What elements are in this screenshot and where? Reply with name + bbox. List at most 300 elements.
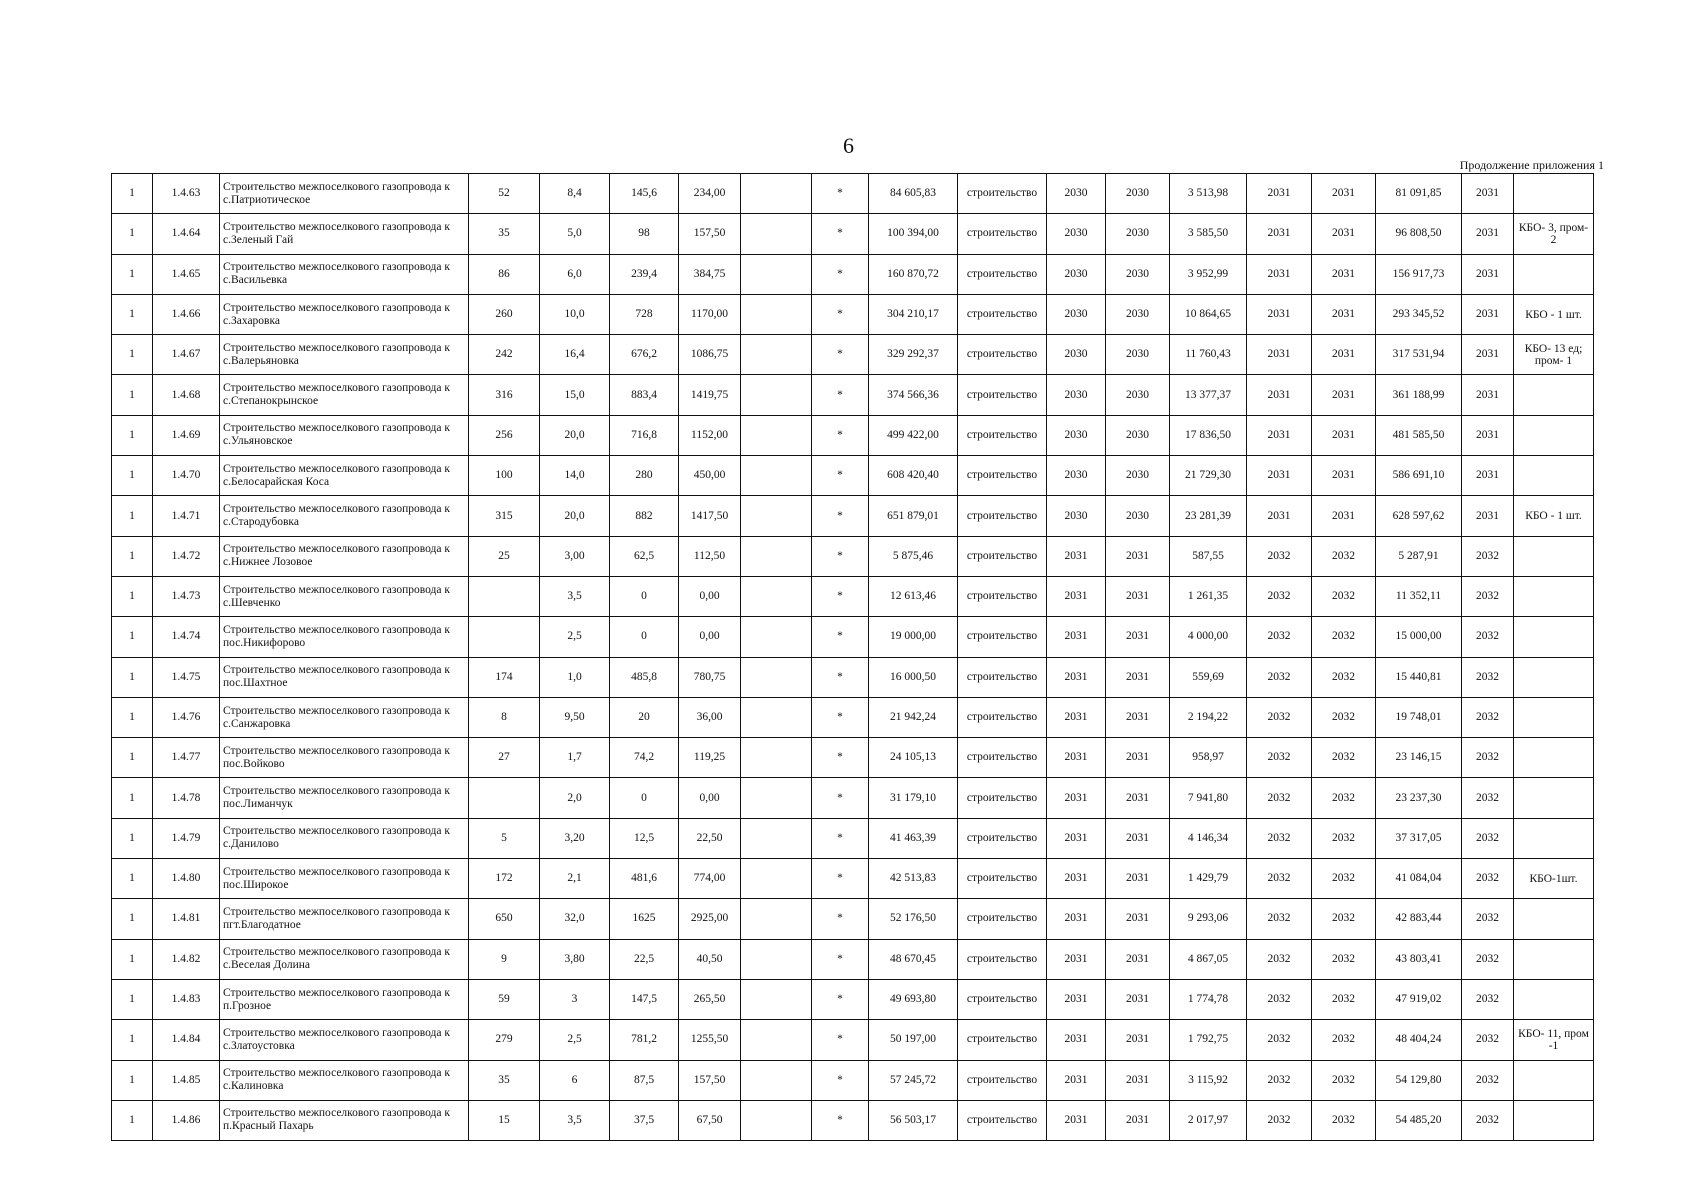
cell-work-type: строительство — [958, 254, 1047, 294]
cell-end-year-1: 2031 — [1106, 899, 1170, 939]
cell-completion-year: 2032 — [1462, 1020, 1514, 1060]
cell-note — [1514, 899, 1594, 939]
cell-value-2: 20,0 — [540, 496, 610, 536]
cell-end-year-1: 2031 — [1106, 1100, 1170, 1140]
cell-mark: * — [812, 738, 869, 778]
cell-value-3: 676,2 — [610, 335, 679, 375]
cell-value-3: 147,5 — [610, 979, 679, 1019]
cell-project-code: 1.4.75 — [153, 657, 220, 697]
cell-project-code: 1.4.78 — [153, 778, 220, 818]
cell-amount-2: 15 000,00 — [1376, 617, 1462, 657]
cell-col-index: 1 — [112, 576, 153, 616]
cell-start-year-1: 2031 — [1047, 859, 1106, 899]
cell-amount-1: 21 729,30 — [1170, 456, 1247, 496]
cell-project-name: Строительство межпоселкового газопровода к с.Стародубовка — [220, 496, 469, 536]
cell-value-2: 14,0 — [540, 456, 610, 496]
cell-amount-2: 48 404,24 — [1376, 1020, 1462, 1060]
cell-value-5 — [741, 1100, 812, 1140]
cell-value-4: 1152,00 — [679, 415, 741, 455]
cell-col-index: 1 — [112, 818, 153, 858]
cell-work-type: строительство — [958, 214, 1047, 254]
cell-project-code: 1.4.69 — [153, 415, 220, 455]
cell-project-name: Строительство межпоселкового газопровода к пос.Лиманчук — [220, 778, 469, 818]
cell-note — [1514, 738, 1594, 778]
cell-amount-1: 17 836,50 — [1170, 415, 1247, 455]
cell-completion-year: 2032 — [1462, 697, 1514, 737]
cell-total-cost: 50 197,00 — [869, 1020, 958, 1060]
cell-value-1: 35 — [469, 1060, 540, 1100]
cell-col-index: 1 — [112, 778, 153, 818]
cell-total-cost: 651 879,01 — [869, 496, 958, 536]
cell-project-name: Строительство межпоселкового газопровода к пос.Никифорово — [220, 617, 469, 657]
cell-value-1: 27 — [469, 738, 540, 778]
cell-value-3: 883,4 — [610, 375, 679, 415]
cell-value-2: 3,00 — [540, 536, 610, 576]
cell-value-3: 87,5 — [610, 1060, 679, 1100]
cell-work-type: строительство — [958, 536, 1047, 576]
cell-completion-year: 2031 — [1462, 375, 1514, 415]
cell-value-2: 1,0 — [540, 657, 610, 697]
cell-value-4: 0,00 — [679, 778, 741, 818]
cell-total-cost: 304 210,17 — [869, 294, 958, 334]
cell-value-1: 59 — [469, 979, 540, 1019]
cell-value-4: 40,50 — [679, 939, 741, 979]
cell-amount-2: 361 188,99 — [1376, 375, 1462, 415]
cell-end-year-1: 2031 — [1106, 778, 1170, 818]
cell-completion-year: 2032 — [1462, 1100, 1514, 1140]
cell-value-5 — [741, 738, 812, 778]
cell-col-index: 1 — [112, 415, 153, 455]
cell-value-3: 0 — [610, 617, 679, 657]
cell-project-code: 1.4.83 — [153, 979, 220, 1019]
cell-project-code: 1.4.73 — [153, 576, 220, 616]
cell-project-name: Строительство межпоселкового газопровода к с.Ульяновское — [220, 415, 469, 455]
cell-value-4: 0,00 — [679, 576, 741, 616]
cell-start-year-2: 2032 — [1247, 818, 1312, 858]
cell-end-year-1: 2030 — [1106, 496, 1170, 536]
cell-col-index: 1 — [112, 859, 153, 899]
table-row — [112, 214, 1594, 254]
cell-end-year-1: 2031 — [1106, 536, 1170, 576]
cell-start-year-1: 2031 — [1047, 818, 1106, 858]
cell-value-1: 256 — [469, 415, 540, 455]
cell-end-year-1: 2031 — [1106, 1020, 1170, 1060]
cell-note — [1514, 415, 1594, 455]
table-row — [112, 576, 1594, 616]
cell-end-year-2: 2031 — [1312, 254, 1376, 294]
cell-value-3: 37,5 — [610, 1100, 679, 1140]
cell-work-type: строительство — [958, 738, 1047, 778]
cell-value-4: 774,00 — [679, 859, 741, 899]
cell-total-cost: 42 513,83 — [869, 859, 958, 899]
cell-value-1: 15 — [469, 1100, 540, 1140]
cell-mark: * — [812, 778, 869, 818]
cell-completion-year: 2031 — [1462, 294, 1514, 334]
cell-col-index: 1 — [112, 254, 153, 294]
cell-amount-2: 54 129,80 — [1376, 1060, 1462, 1100]
cell-completion-year: 2032 — [1462, 859, 1514, 899]
cell-value-2: 3,5 — [540, 576, 610, 616]
cell-project-name: Строительство межпоселкового газопровода к с.Белосарайская Коса — [220, 456, 469, 496]
cell-col-index: 1 — [112, 939, 153, 979]
cell-amount-1: 3 115,92 — [1170, 1060, 1247, 1100]
cell-amount-2: 11 352,11 — [1376, 576, 1462, 616]
cell-value-4: 1086,75 — [679, 335, 741, 375]
cell-note: КБО- 13 ед; пром- 1 — [1514, 335, 1594, 375]
cell-project-name: Строительство межпоселкового газопровода к пос.Шахтное — [220, 657, 469, 697]
cell-work-type: строительство — [958, 456, 1047, 496]
cell-value-1: 52 — [469, 174, 540, 214]
cell-mark: * — [812, 375, 869, 415]
cell-start-year-2: 2031 — [1247, 214, 1312, 254]
cell-note — [1514, 1100, 1594, 1140]
cell-value-4: 1419,75 — [679, 375, 741, 415]
cell-end-year-2: 2032 — [1312, 657, 1376, 697]
cell-value-3: 0 — [610, 778, 679, 818]
table-row — [112, 496, 1594, 536]
cell-end-year-2: 2032 — [1312, 1060, 1376, 1100]
cell-completion-year: 2032 — [1462, 617, 1514, 657]
table-row — [112, 294, 1594, 334]
cell-start-year-2: 2032 — [1247, 1020, 1312, 1060]
cell-value-4: 265,50 — [679, 979, 741, 1019]
cell-completion-year: 2031 — [1462, 456, 1514, 496]
cell-value-1: 25 — [469, 536, 540, 576]
cell-col-index: 1 — [112, 1020, 153, 1060]
cell-amount-1: 587,55 — [1170, 536, 1247, 576]
cell-start-year-1: 2030 — [1047, 496, 1106, 536]
cell-start-year-1: 2031 — [1047, 1020, 1106, 1060]
cell-value-1: 242 — [469, 335, 540, 375]
cell-work-type: строительство — [958, 576, 1047, 616]
cell-value-4: 1170,00 — [679, 294, 741, 334]
cell-amount-2: 42 883,44 — [1376, 899, 1462, 939]
cell-start-year-2: 2032 — [1247, 697, 1312, 737]
cell-value-5 — [741, 697, 812, 737]
cell-start-year-1: 2031 — [1047, 617, 1106, 657]
cell-end-year-2: 2032 — [1312, 1020, 1376, 1060]
cell-amount-1: 9 293,06 — [1170, 899, 1247, 939]
cell-total-cost: 160 870,72 — [869, 254, 958, 294]
cell-col-index: 1 — [112, 617, 153, 657]
table-row — [112, 859, 1594, 899]
cell-col-index: 1 — [112, 536, 153, 576]
cell-work-type: строительство — [958, 375, 1047, 415]
cell-col-index: 1 — [112, 456, 153, 496]
cell-completion-year: 2031 — [1462, 415, 1514, 455]
cell-end-year-2: 2032 — [1312, 1100, 1376, 1140]
cell-amount-2: 54 485,20 — [1376, 1100, 1462, 1140]
cell-value-1: 260 — [469, 294, 540, 334]
cell-start-year-1: 2031 — [1047, 939, 1106, 979]
table-row — [112, 939, 1594, 979]
cell-mark: * — [812, 979, 869, 1019]
cell-start-year-2: 2032 — [1247, 536, 1312, 576]
cell-note — [1514, 818, 1594, 858]
cell-value-5 — [741, 979, 812, 1019]
cell-work-type: строительство — [958, 979, 1047, 1019]
cell-note — [1514, 536, 1594, 576]
cell-value-4: 234,00 — [679, 174, 741, 214]
cell-total-cost: 329 292,37 — [869, 335, 958, 375]
table-row — [112, 899, 1594, 939]
cell-project-name: Строительство межпоселкового газопровода к с.Шевченко — [220, 576, 469, 616]
cell-completion-year: 2032 — [1462, 979, 1514, 1019]
cell-start-year-1: 2030 — [1047, 415, 1106, 455]
cell-mark: * — [812, 335, 869, 375]
cell-value-4: 0,00 — [679, 617, 741, 657]
cell-value-2: 3,80 — [540, 939, 610, 979]
cell-start-year-2: 2032 — [1247, 738, 1312, 778]
cell-project-name: Строительство межпоселкового газопровода к с.Санжаровка — [220, 697, 469, 737]
cell-value-3: 62,5 — [610, 536, 679, 576]
cell-note — [1514, 979, 1594, 1019]
cell-project-name: Строительство межпоселкового газопровода к с.Зеленый Гай — [220, 214, 469, 254]
cell-start-year-2: 2032 — [1247, 1060, 1312, 1100]
cell-mark: * — [812, 657, 869, 697]
cell-value-2: 2,5 — [540, 1020, 610, 1060]
cell-total-cost: 499 422,00 — [869, 415, 958, 455]
cell-value-4: 157,50 — [679, 1060, 741, 1100]
cell-completion-year: 2032 — [1462, 536, 1514, 576]
cell-value-1: 9 — [469, 939, 540, 979]
cell-completion-year: 2031 — [1462, 174, 1514, 214]
cell-project-name: Строительство межпоселкового газопровода к с.Данилово — [220, 818, 469, 858]
cell-completion-year: 2031 — [1462, 214, 1514, 254]
cell-start-year-1: 2031 — [1047, 778, 1106, 818]
cell-work-type: строительство — [958, 415, 1047, 455]
cell-value-4: 22,50 — [679, 818, 741, 858]
cell-amount-2: 37 317,05 — [1376, 818, 1462, 858]
cell-total-cost: 5 875,46 — [869, 536, 958, 576]
cell-value-2: 16,4 — [540, 335, 610, 375]
cell-project-code: 1.4.67 — [153, 335, 220, 375]
table-body — [112, 174, 1594, 1141]
cell-note: КБО- 11, пром -1 — [1514, 1020, 1594, 1060]
cell-end-year-2: 2032 — [1312, 738, 1376, 778]
cell-amount-2: 19 748,01 — [1376, 697, 1462, 737]
cell-amount-1: 4 000,00 — [1170, 617, 1247, 657]
cell-amount-2: 47 919,02 — [1376, 979, 1462, 1019]
cell-value-3: 22,5 — [610, 939, 679, 979]
cell-end-year-2: 2031 — [1312, 456, 1376, 496]
cell-mark: * — [812, 697, 869, 737]
cell-value-3: 716,8 — [610, 415, 679, 455]
table-row — [112, 1060, 1594, 1100]
cell-completion-year: 2032 — [1462, 818, 1514, 858]
cell-amount-1: 3 952,99 — [1170, 254, 1247, 294]
cell-value-5 — [741, 415, 812, 455]
cell-start-year-2: 2031 — [1247, 294, 1312, 334]
cell-value-2: 3,5 — [540, 1100, 610, 1140]
cell-total-cost: 374 566,36 — [869, 375, 958, 415]
cell-total-cost: 16 000,50 — [869, 657, 958, 697]
cell-end-year-1: 2031 — [1106, 657, 1170, 697]
cell-start-year-2: 2031 — [1247, 335, 1312, 375]
cell-end-year-2: 2032 — [1312, 617, 1376, 657]
cell-amount-1: 10 864,65 — [1170, 294, 1247, 334]
cell-end-year-1: 2030 — [1106, 174, 1170, 214]
cell-value-1: 279 — [469, 1020, 540, 1060]
cell-start-year-2: 2032 — [1247, 1100, 1312, 1140]
cell-project-code: 1.4.77 — [153, 738, 220, 778]
cell-note — [1514, 617, 1594, 657]
cell-project-code: 1.4.85 — [153, 1060, 220, 1100]
cell-value-3: 12,5 — [610, 818, 679, 858]
cell-value-1: 86 — [469, 254, 540, 294]
cell-value-2: 10,0 — [540, 294, 610, 334]
cell-mark: * — [812, 818, 869, 858]
cell-amount-2: 23 237,30 — [1376, 778, 1462, 818]
cell-work-type: строительство — [958, 174, 1047, 214]
cell-project-code: 1.4.66 — [153, 294, 220, 334]
cell-start-year-1: 2031 — [1047, 657, 1106, 697]
cell-col-index: 1 — [112, 335, 153, 375]
cell-note — [1514, 939, 1594, 979]
cell-value-4: 112,50 — [679, 536, 741, 576]
cell-amount-2: 41 084,04 — [1376, 859, 1462, 899]
cell-value-2: 8,4 — [540, 174, 610, 214]
cell-value-4: 157,50 — [679, 214, 741, 254]
cell-value-1 — [469, 617, 540, 657]
cell-value-2: 1,7 — [540, 738, 610, 778]
cell-value-5 — [741, 254, 812, 294]
cell-start-year-1: 2031 — [1047, 1060, 1106, 1100]
cell-end-year-1: 2031 — [1106, 738, 1170, 778]
cell-col-index: 1 — [112, 375, 153, 415]
cell-value-5 — [741, 859, 812, 899]
cell-project-code: 1.4.86 — [153, 1100, 220, 1140]
cell-value-5 — [741, 1060, 812, 1100]
cell-project-name: Строительство межпоселкового газопровода к с.Нижнее Лозовое — [220, 536, 469, 576]
cell-start-year-1: 2031 — [1047, 576, 1106, 616]
cell-start-year-1: 2031 — [1047, 536, 1106, 576]
cell-mark: * — [812, 536, 869, 576]
table-row — [112, 456, 1594, 496]
cell-note — [1514, 657, 1594, 697]
cell-end-year-2: 2032 — [1312, 899, 1376, 939]
cell-value-5 — [741, 456, 812, 496]
table-row — [112, 1100, 1594, 1140]
projects-table — [111, 173, 1594, 1141]
cell-mark: * — [812, 214, 869, 254]
cell-start-year-1: 2031 — [1047, 1100, 1106, 1140]
cell-value-5 — [741, 778, 812, 818]
cell-note — [1514, 697, 1594, 737]
cell-value-5 — [741, 818, 812, 858]
cell-total-cost: 41 463,39 — [869, 818, 958, 858]
cell-project-code: 1.4.64 — [153, 214, 220, 254]
cell-start-year-1: 2030 — [1047, 254, 1106, 294]
table-row — [112, 335, 1594, 375]
cell-amount-1: 3 513,98 — [1170, 174, 1247, 214]
cell-amount-2: 481 585,50 — [1376, 415, 1462, 455]
cell-value-5 — [741, 536, 812, 576]
cell-start-year-1: 2030 — [1047, 375, 1106, 415]
cell-value-1: 172 — [469, 859, 540, 899]
cell-value-4: 36,00 — [679, 697, 741, 737]
table-row — [112, 979, 1594, 1019]
cell-end-year-2: 2032 — [1312, 939, 1376, 979]
cell-amount-1: 1 774,78 — [1170, 979, 1247, 1019]
cell-start-year-2: 2031 — [1247, 456, 1312, 496]
cell-mark: * — [812, 415, 869, 455]
cell-start-year-2: 2032 — [1247, 576, 1312, 616]
cell-value-3: 1625 — [610, 899, 679, 939]
cell-project-name: Строительство межпоселкового газопровода к с.Степанокрынское — [220, 375, 469, 415]
cell-value-2: 6 — [540, 1060, 610, 1100]
cell-value-3: 481,6 — [610, 859, 679, 899]
cell-start-year-1: 2030 — [1047, 456, 1106, 496]
cell-col-index: 1 — [112, 1100, 153, 1140]
cell-end-year-1: 2031 — [1106, 1060, 1170, 1100]
cell-amount-1: 4 146,34 — [1170, 818, 1247, 858]
cell-end-year-2: 2031 — [1312, 335, 1376, 375]
table-row — [112, 778, 1594, 818]
cell-total-cost: 21 942,24 — [869, 697, 958, 737]
cell-completion-year: 2032 — [1462, 1060, 1514, 1100]
cell-amount-1: 13 377,37 — [1170, 375, 1247, 415]
cell-start-year-2: 2032 — [1247, 939, 1312, 979]
cell-value-5 — [741, 294, 812, 334]
cell-project-name: Строительство межпоселкового газопровода к с.Калиновка — [220, 1060, 469, 1100]
cell-value-2: 6,0 — [540, 254, 610, 294]
cell-start-year-1: 2030 — [1047, 294, 1106, 334]
cell-mark: * — [812, 617, 869, 657]
cell-amount-2: 81 091,85 — [1376, 174, 1462, 214]
cell-end-year-2: 2031 — [1312, 415, 1376, 455]
cell-amount-1: 23 281,39 — [1170, 496, 1247, 536]
cell-value-2: 20,0 — [540, 415, 610, 455]
cell-value-4: 119,25 — [679, 738, 741, 778]
cell-work-type: строительство — [958, 899, 1047, 939]
cell-work-type: строительство — [958, 1100, 1047, 1140]
cell-work-type: строительство — [958, 818, 1047, 858]
cell-col-index: 1 — [112, 294, 153, 334]
cell-value-3: 239,4 — [610, 254, 679, 294]
cell-total-cost: 19 000,00 — [869, 617, 958, 657]
cell-total-cost: 608 420,40 — [869, 456, 958, 496]
cell-end-year-2: 2032 — [1312, 979, 1376, 1019]
cell-amount-1: 1 261,35 — [1170, 576, 1247, 616]
cell-mark: * — [812, 294, 869, 334]
cell-project-code: 1.4.80 — [153, 859, 220, 899]
cell-value-1: 5 — [469, 818, 540, 858]
cell-amount-1: 3 585,50 — [1170, 214, 1247, 254]
cell-value-5 — [741, 214, 812, 254]
cell-end-year-2: 2031 — [1312, 496, 1376, 536]
cell-project-code: 1.4.65 — [153, 254, 220, 294]
cell-amount-2: 15 440,81 — [1376, 657, 1462, 697]
cell-end-year-1: 2030 — [1106, 335, 1170, 375]
cell-col-index: 1 — [112, 657, 153, 697]
cell-total-cost: 31 179,10 — [869, 778, 958, 818]
cell-value-2: 5,0 — [540, 214, 610, 254]
cell-project-name: Строительство межпоселкового газопровода к пос.Широкое — [220, 859, 469, 899]
cell-completion-year: 2032 — [1462, 657, 1514, 697]
cell-project-code: 1.4.76 — [153, 697, 220, 737]
cell-value-1: 8 — [469, 697, 540, 737]
cell-total-cost: 100 394,00 — [869, 214, 958, 254]
table-row — [112, 254, 1594, 294]
cell-col-index: 1 — [112, 496, 153, 536]
cell-mark: * — [812, 1060, 869, 1100]
cell-col-index: 1 — [112, 1060, 153, 1100]
cell-value-2: 2,0 — [540, 778, 610, 818]
cell-value-4: 780,75 — [679, 657, 741, 697]
cell-work-type: строительство — [958, 939, 1047, 979]
cell-start-year-2: 2031 — [1247, 254, 1312, 294]
